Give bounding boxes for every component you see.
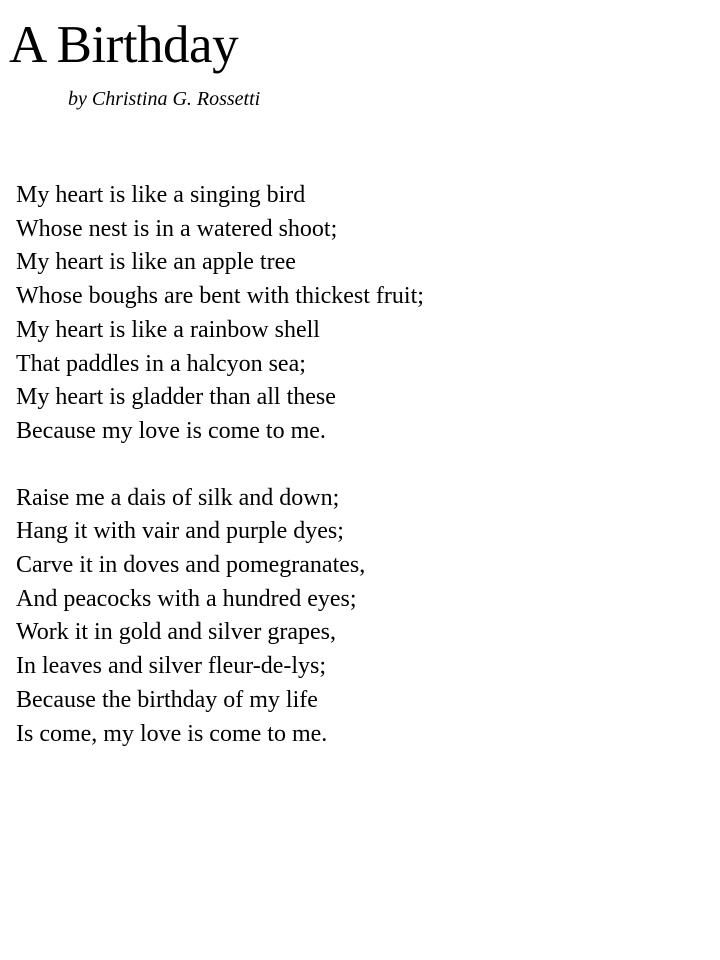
poem-line: My heart is like a singing bird xyxy=(16,182,306,208)
poem-author: by Christina G. Rossetti xyxy=(68,88,261,110)
poem-body xyxy=(16,179,424,784)
stanza-1 xyxy=(16,179,424,449)
poem-line: Raise me a dais of silk and down; xyxy=(16,484,340,511)
poem-line: That paddles in a halcyon sea; xyxy=(16,350,306,377)
poem-line: Whose nest is in a watered shoot; xyxy=(16,215,338,242)
poem-line: And peacocks with a hundred eyes; xyxy=(16,585,357,612)
poem-line: In leaves and silver fleur-de-lys; xyxy=(16,653,327,680)
poem-line: My heart is like a rainbow shell xyxy=(16,316,320,343)
poem-line: Whose boughs are bent with thickest fruit; xyxy=(16,283,424,310)
stanza-2 xyxy=(16,482,424,752)
poem-line: Work it in gold and silver grapes, xyxy=(16,619,337,646)
poem-line: Carve it in doves and pomegranates, xyxy=(16,552,366,579)
poem-title: A Birthday xyxy=(9,16,239,74)
poem-line: Because the birthday of my life xyxy=(16,686,318,713)
poem-line: My heart is like an apple tree xyxy=(16,249,296,276)
poem-line: Is come, my love is come to me. xyxy=(16,720,328,747)
poem-line: My heart is gladder than all these xyxy=(16,384,336,411)
poem-line: Hang it with vair and purple dyes; xyxy=(16,518,344,545)
poem-line: Because my love is come to me. xyxy=(16,417,326,444)
